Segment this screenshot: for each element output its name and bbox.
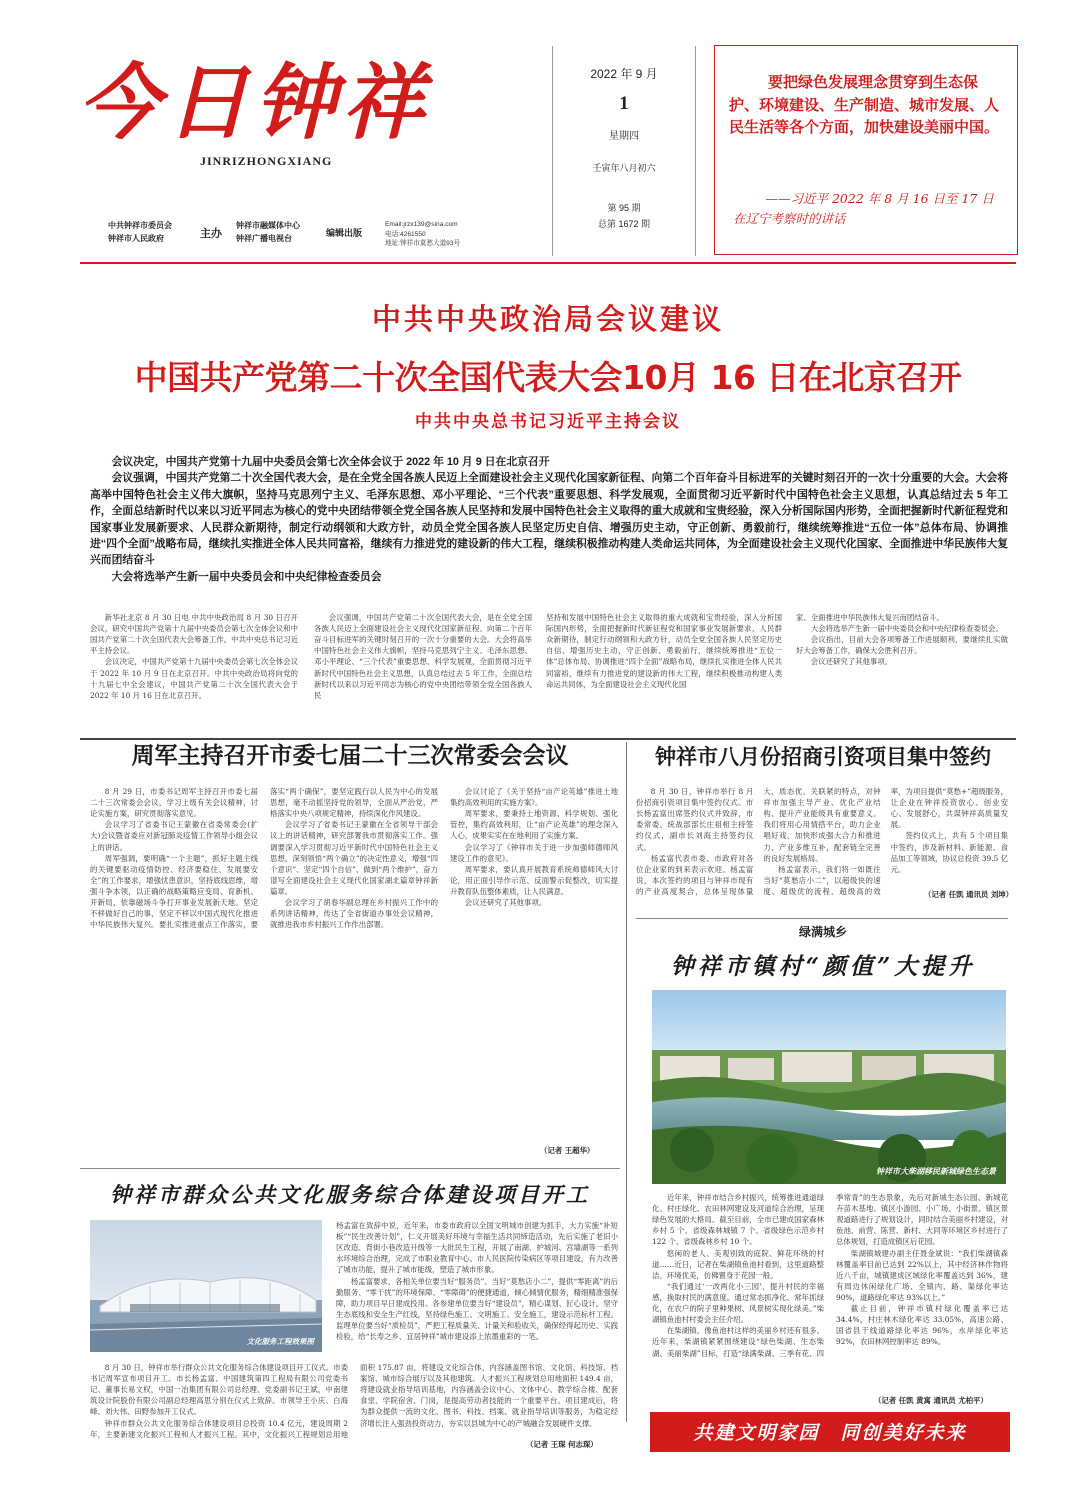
signing-para: 签约仪式上，共有 5 个项目集中签约，涉及新材料、新能源、食品加工等领域，协议总投资 39.5 亿元。	[890, 831, 1008, 874]
committee-byline: （记者 王超华）	[540, 1146, 595, 1155]
village-body	[652, 1192, 1008, 1398]
lead-para: 会议决定，中国共产党第十九届中央委员会第七次全体会议于 2022 年 10 月 9 日在北京召开。中共中央政治局将向党的十九届七中全会建议，中国共产党第二十次全国代表大会于 2022 年 10 月 16 日在北京召开。	[90, 657, 298, 700]
committee-para: 会议学习了胡春华副总理在乡村振兴工作中的系列讲话精神，传达了全省街道办事处会议精神，就推进我市乡村振兴工作作出部署。	[270, 898, 438, 930]
committee-para: 会议还研究了其他事项。	[464, 898, 547, 908]
committee-headline: 周军主持召开市委七届二十三次常委会会议	[131, 743, 569, 769]
village-landscape-image	[652, 990, 1006, 1184]
culture-para: 钟祥市群众公共文化服务综合体建设项目总投资 10.4 亿元，建设周期 2 年，主要新建文化振兴工程和人才振兴工程。其中，文化振兴工程规划总用地面积 175.87 亩，将建设文化综合体，内容涵盖图书馆、文化馆、科技馆、档案馆、城市综合展厅以及其他建筑。人才振兴工程规划总用地面积 149.4 亩，将建设就业指导培训基地，内容涵盖会议中心、文体中心、教学综合楼、配套食堂、学院宿舍、门岗，是提高劳动者技能的一个重要平台。项目建成后，将为群众提供一流的文化、图书、科技、档案、就业指导培训等服务，为稳定经济增长注入强劲投资动力，夯实以县城为中心的产城融合发展硬件支撑。	[90, 1363, 618, 1439]
issue-total: 总第 1672 期	[597, 219, 651, 229]
lead-col-4	[796, 612, 1008, 732]
lead-summary-3: 大会将选举产生新一届中央委员会和中央纪律检查委员会	[111, 570, 382, 583]
issue-weekday: 星期四	[609, 131, 639, 142]
committee-para: 会议学习了省委书记王蒙徽在省委常委会(扩大)会议暨省委应对新冠肺炎疫情工作领导小组会议上的讲话。	[90, 820, 258, 852]
issue-day: 1	[619, 93, 629, 114]
publisher-line-1: 钟祥市融媒体中心	[236, 221, 300, 230]
footer-slogan: 共建文明家园 同创美好未来	[693, 1422, 967, 1444]
lead-summary-2: 会议强调，中国共产党第二十次全国代表大会，是在全党全国各族人民迈上全面建设社会主义现代化国家新征程、向第二个百年奋斗目标进军的关键时刻召开的一次十分重要的大会。大会将高举中国特色社会主义伟大旗帜，坚持马克思列宁主义、毛泽东思想、邓小平理论、“三个代表”重要思想、科学发展观，全面贯彻习近平新时代中国特色社会主义思想，认真总结过去 5 年工作，全面总结新时代以来以习近平同志为核心的党中央团结带领全党全国各族人民坚持和发展中国特色社会主义取得的重大成就和宝贵经验，深入分析国际国内形势，全面把握新时代新征程党和国家事业发展新要求、人民群众新期待，制定行动纲领和大政方针，动员全党全国各族人民坚定历史自信、增强历史主动，守正创新、勇毅前行，继续统筹推进“五位一体”总体布局、协调推进“四个全面”战略布局，继续扎实推进全体人民共同富裕，继续有力推进党的建设新的伟大工程，继续积极推动构建人类命运共同体，为全面建设社会主义现代化国家、全面推进中华民族伟大复兴而团结奋斗	[90, 472, 1008, 567]
culture-byline: （记者 王琛 何志琛）	[526, 1440, 598, 1449]
signing-para: 杨孟富表示，我们将一如既往当好“莫愁店小二”，以超级快的速度、超级优的流程、超级高的效率，为项目提供“莫愁+”超级服务，让企业在钟祥投资放心、创业安心、发展舒心，共谋钟祥高质量发展。	[763, 787, 1008, 896]
village-kicker: 绿满城乡	[798, 925, 847, 939]
lead-summary	[90, 454, 1008, 585]
signing-headline: 钟祥市八月份招商引资项目集中签约	[655, 745, 991, 769]
village-photo	[652, 990, 1006, 1184]
footer-slogan-banner	[650, 1412, 1010, 1452]
lead-col-1	[90, 612, 298, 732]
committee-para: 周军要求，要秉持土地资源、科学规划、强化管控，集约高效利用，让“亩产论英雄”的理念深入人心，成果实实在在地利用了实施方案。	[450, 809, 618, 841]
signing-para: 杨孟富代表市委、市政府对各位企业家的到来表示欢迎。杨孟富说，本次签约的项目与钟祥市现有的产业高度契合，总体呈现体量大、质态优、关联紧的特点，对钟祥市加强主导产业、优化产业结构、提升产业能级具有重要意义。我们将用心用情搭平台，助力企业唱好戏，加快形成强大合力和推进力、产业多维互补，配套链全完善的良好发展格局。	[636, 787, 881, 896]
contact-block	[385, 220, 460, 249]
lead-para: 大会将选举产生新一届中央委员会和中央纪律检查委员会。	[810, 624, 1003, 634]
culture-photo-caption: 文化服务工程效果图	[246, 1337, 314, 1347]
lead-para: 会议还研究了其他事项。	[810, 657, 893, 667]
contact-email: Email:jrzx139@sina.com	[385, 221, 458, 228]
culture-headline: 钟祥市群众公共文化服务综合体建设项目开工	[110, 1182, 590, 1207]
masthead-pinyin: JINRIZHONGXIANG	[200, 154, 333, 168]
culture-para: 杨孟富要求，各相关单位要当好“服务员”、当好“莫愁店小二”，提供“零距离”的后勤服务、“零干扰”的环境保障、“零障碍”的便捷通道，倾心倾情优服务，精细精准强保障，助力项目早日建成投用。各参建单位要当好“建设员”，精心谋划、匠心设计，坚守生态底线和安全生产红线，坚持绿色施工、文明施工、安全施工，建设示范标杆工程。监理单位要当好“质检员”，严把工程质量关、计量关和验收关，确保经得起历史、实践检验，给“长寿之乡、宜居钟祥”城市建设添上浓墨重彩的一笔。	[336, 1276, 618, 1342]
culture-body-top	[336, 1220, 618, 1362]
quote-box	[714, 45, 1018, 255]
contact-phone: 电话:4261550	[385, 230, 426, 238]
issue-number: 第 95 期	[607, 203, 641, 213]
sponsor-block	[108, 220, 172, 246]
village-para: “我们通过‘一改两化小三园’，提升村民的幸福感，换取村民的满意度。通过常态抓净化、常年抓绿化，在农户的院子里种果树、风景树实现化绿美。”柴湖镇鱼池村村委会主任介绍。	[652, 1281, 824, 1325]
culture-para: 杨孟富在致辞中说，近年来，市委市政府以全国文明城市创建为抓手，大力实施“补短板”“民生改善计划”，仁义开展美好环境与幸福生活共同缔造活动，先后实施了老旧小区改造、背街小巷改造升级等一大批民生工程，开展了南湖、护城河、宫墙湖等一系列水环境综合治理，完成了市职业教育中心、市人民医院传染病区等项目建设，有力改善了城市功能，提升了城市能级，塑造了城市形象。	[336, 1221, 618, 1275]
committee-para: 周军要求，要认真开展教育系统师德师风大讨论，用正面引导作示范、反面警示促整改，切实提升教育队伍整体素质，让人民满意。	[450, 864, 618, 896]
publisher-role: 编辑出版	[326, 228, 363, 238]
section-divider	[636, 918, 1008, 919]
culture-photo	[90, 1220, 322, 1352]
committee-para: 会议讨论了《关于坚持“亩产论英雄”推进土地集约高效利用的实施方案》。	[450, 787, 618, 808]
quote-source: ——习近平 2022 年 8 月 16 日至 17 日在辽宁考察时的讲话	[733, 191, 994, 226]
publisher-block	[236, 220, 300, 246]
column-divider	[626, 742, 627, 1422]
village-headline: 钟祥市镇村“颜值”大提升	[670, 953, 976, 980]
lead-subhead: 中共中央总书记习近平主持会议	[415, 412, 681, 432]
village-para: 柴湖镇城建办副主任聂金斌说：“我们柴湖镇森林覆盖率目前已达到 22%以上，其中经济林作物将近八千亩，城镇建成区域绿化率覆盖达到 36%，建有周边休闲绿化广场、全镇内、路、渠绿化率达 90%，道路绿化率达 93%以上。”	[836, 1248, 1008, 1302]
committee-para: 周军强调，要明确“一个主题”，抓好主题主线的关键要驱动疫情防控、经济要稳住、发展要安全”的工作要求，增强忧患意识，坚持底线思维，增强斗争本领，以正确的战略策略应变局、育新机、开新局，依靠磁场斗争打开事业发展新天地。坚定不移做好自己的事，坚定不移以中国式现代化推进中华民族伟大复兴。要扎实推进重点工作落实，要落实“两个确保”，要坚定践行以人民为中心的发展思想，毫不动摇坚持党的领导，全面从严治党，严格落实中央八项规定精神，持续深化作风建设。	[90, 787, 438, 930]
sponsor-line-1: 中共钟祥市委员会	[108, 221, 172, 230]
sponsor-line-2: 钟祥市人民政府	[108, 233, 164, 243]
lead-para: 会议指出，目前大会各项筹备工作进展顺利，要继续扎实做好大会筹备工作，确保大会胜利召开。	[796, 635, 1008, 656]
village-photo-caption: 钟祥市大柴湖移民新城绿色生态景	[876, 1166, 996, 1177]
signing-para: 8 月 30 日，钟祥市举行 8 月份招商引资项目集中签约仪式。市长杨孟富出席签约仪式并致辞，市委常委、统战部部长庄祖相主持签约仪式，副市长刘海主持签约仪式。	[636, 787, 754, 852]
village-para: 在柴湖镇，像鱼池村这样的美丽乡村还有很多。近年来，柴湖镇紧紧围绕建设“绿色柴湖、生态柴湖、美丽柴湖”目标，打造“绿满柴湖、三季有花、四季常青”的生态景象，先后对新城生态公园、新城花卉苗木基地、镇区小游园、小广场、小街景、镇区景观道路进行了规划设计，同时结合美丽乡村建设，对鱼池、前营、陈营、新村、大同等环境区乡村进行了总体规划，打造成镇区后花园。	[652, 1193, 1008, 1358]
culture-para: 8 月 30 日，钟祥市举行群众公共文化服务综合体建设项目开工仪式。市委书记周军宣布项目开工。市长杨孟富、中国建筑第四工程局有限公司党委书记、董事长易文权，中国一冶集团有限公司总经理、党委副书记王斌，中南建筑设计院股份有限公司副总经理高思分别在仪式上致辞。市领导王小庆、白海峰、刘大伟、田野参加开工仪式。	[90, 1363, 348, 1417]
lead-summary-1: 会议决定，中国共产党第十九届中央委员会第七次全体会议于 2022 年 10 月 9 日在北京召开	[111, 456, 550, 468]
lead-kicker: 中共中央政治局会议建议	[371, 302, 724, 336]
masthead-divider	[80, 262, 1016, 264]
committee-para: 会议学习了省委书记王蒙徽在全省领导干部会议上的讲话精神，研究部署我市贯彻落实工作。强调要深入学习贯彻习近平新时代中国特色社会主义思想，深刻领悟“两个确立”的决定性意义，增强“四个意识”、坚定“四个自信”、做到“两个维护”，奋力谱写全面建设社会主义现代化国家湖北篇章钟祥新篇章。	[270, 820, 438, 896]
signing-byline: （记者 任凯 通讯员 刘坤）	[924, 890, 1014, 899]
lead-para: 新华社北京 8 月 30 日电 中共中央政治局 8 月 30 日召开会议，研究中国共产党第十九届中央委员会第七次全体会议和中国共产党第二十次全国代表大会筹备工作。中共中央总书记习近平主持会议。	[90, 613, 298, 656]
committee-body	[90, 786, 618, 1162]
contact-address: 地址:钟祥市莫愁大道93号	[385, 240, 461, 248]
lead-headline: 中国共产党第二十次全国代表大会10月 16 日在北京召开	[134, 358, 962, 397]
village-byline: （记者 任凯 黄寓 通讯员 尤柏平）	[874, 1396, 988, 1405]
village-para: 截止目前，钟祥市镇村绿化覆盖率已达 34.4%，村庄林木绿化率达 33.05%，高速公路、国省县干线道路绿化率达 96%，水岸绿化率达 92%，农田林网控制率达 89%。	[836, 1304, 1008, 1347]
date-block	[552, 46, 696, 256]
sponsor-role: 主办	[200, 228, 222, 240]
lead-para: 坚持和发展中国特色社会主义取得的重大成就和宝贵经验，深入分析国际国内形势，全面把握新时代新征程党和国家事业发展新要求、人民群众新期待，制定行动纲领和大政方针，动员全党全国各族人民坚定历史自信、增强历史主动，守正创新、勇毅前行，继续统筹推进“五位一体”总体布局、协调推进“四个全面”战略布局，继续扎实推进全体人民共同富裕，继续有力推进党的建设新的伟大工程，继续积极推动构建人类命运共同体，为全面建设社会主义现代化国	[546, 613, 782, 689]
lead-col-2	[314, 612, 532, 732]
village-para: 近年来，钟祥市结合乡村振兴，统筹推进通道绿化、村庄绿化、农田林网建设及河道综合治理，呈现绿色发展的大格局。截至目前，全市已建成国家森林乡村 5 个、省级森林城镇 7 个、省级绿色示范乡村 122 个、省级森林乡村 10 个。	[652, 1193, 824, 1247]
publisher-line-2: 钟祥广播电视台	[236, 233, 292, 243]
lead-para: 家、全面推进中华民族伟大复兴而团结奋斗。	[796, 613, 944, 622]
lead-para: 会议强调，中国共产党第二十次全国代表大会，是在全党全国各族人民迈上全面建设社会主义现代化国家新征程、向第二个百年奋斗目标进军的关键时刻召开的一次十分重要的大会。大会将高举中国特色社会主义伟大旗帜，坚持马克思列宁主义、毛泽东思想、邓小平理论、“三个代表”重要思想、科学发展观，全面贯彻习近平新时代中国特色社会主义思想，认真总结过去 5 年工作，全面总结新时代以来以习近平同志为核心的党中央团结带领全党全国各族人民	[314, 613, 532, 700]
lead-col-3	[546, 612, 782, 732]
issue-date: 2022 年 9 月	[590, 67, 658, 81]
section-divider	[80, 1168, 620, 1169]
committee-para: 会议学习了《钟祥市关于进一步加强师德师风建设工作的意见》。	[450, 842, 618, 863]
masthead-title: 今日钟祥	[78, 55, 430, 151]
village-para: 悠闲的老人、美观别致的庭院、鲜花环绕的村道……近日，记者在柴湖镇鱼池村看到，这里道路整洁、环境优美，仿佛置身于花园一般。	[652, 1248, 824, 1280]
committee-para: 8 月 29 日，市委书记周军主持召开市委七届二十三次常委会会议，学习上级有关会议精神，讨论实施方案，研究贯彻落实意见。	[90, 787, 258, 819]
culture-body-bottom	[90, 1362, 618, 1444]
culture-rendering-image	[90, 1220, 322, 1352]
quote-text: 要把绿色发展理念贯穿到生态保护、环境建设、生产制造、城市发展、人民生活等各个方面，加快建设美丽中国。	[729, 74, 1000, 136]
issue-lunar: 壬寅年八月初六	[592, 163, 656, 173]
